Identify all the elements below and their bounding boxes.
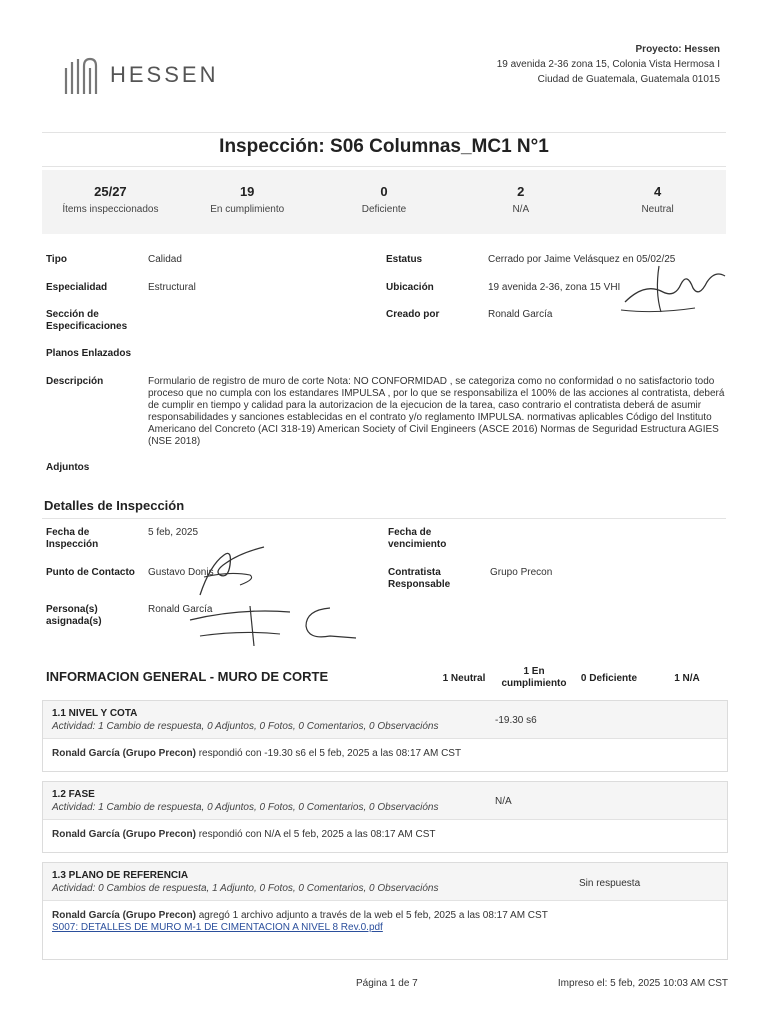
response-text: respondió con -19.30 s6 el 5 feb, 2025 a las 08:17 AM CST xyxy=(195,748,462,759)
summary-stats xyxy=(42,170,726,234)
page-number: Página 1 de 7 xyxy=(356,978,418,989)
responder-name: Ronald García (Grupo Precon) xyxy=(52,748,196,759)
item-activity: Actividad: 1 Cambio de respuesta, 0 Adjuntos, 0 Fotos, 0 Comentarios, 0 Observacións xyxy=(52,802,439,813)
item-title: 1.1 NIVEL Y COTA xyxy=(52,708,138,719)
estatus-value: Cerrado por Jaime Velásquez en 05/02/25 xyxy=(488,254,676,265)
signature-icon xyxy=(180,535,280,605)
label-line: 1 En xyxy=(523,666,545,677)
printed-date: Impreso el: 5 feb, 2025 10:03 AM CST xyxy=(557,978,728,989)
persona-label xyxy=(46,604,102,628)
signature-icon xyxy=(180,600,360,650)
label-line: Fecha de xyxy=(46,527,90,538)
item-answer: N/A xyxy=(495,796,512,807)
stat-na xyxy=(452,170,589,234)
fecha-inspeccion-label xyxy=(46,527,98,551)
stat-label: N/A xyxy=(512,204,530,215)
label-line: Persona(s) xyxy=(46,604,98,615)
stat-label: Deficiente xyxy=(361,204,407,215)
item-activity: Actividad: 1 Cambio de respuesta, 0 Adjuntos, 0 Fotos, 0 Comentarios, 0 Observacións xyxy=(52,721,439,732)
label-line: asignada(s) xyxy=(46,616,102,627)
stat-value: 25/27 xyxy=(94,184,127,199)
divider xyxy=(42,518,726,519)
adjuntos-label: Adjuntos xyxy=(46,462,90,473)
group-na-count: 1 N/A xyxy=(674,673,700,684)
item-answer: Sin respuesta xyxy=(579,878,641,889)
signature-icon xyxy=(615,262,735,322)
stat-value: 0 xyxy=(380,184,388,199)
label-line: Contratista xyxy=(388,567,441,578)
responder-name: Ronald García (Grupo Precon) xyxy=(52,910,196,921)
response-text: agregó 1 archivo adjunto a través de la web el 5 feb, 2025 a las 08:17 AM CST xyxy=(195,910,548,921)
label-line: Inspección xyxy=(46,539,99,550)
inspection-item xyxy=(42,862,728,960)
stat-value: 4 xyxy=(653,184,662,199)
contacto-value: Gustavo Donis xyxy=(148,567,214,578)
item-title: 1.2 FASE xyxy=(52,789,95,800)
especialidad-value: Estructural xyxy=(148,282,196,293)
item-activity: Actividad: 0 Cambios de respuesta, 1 Adjunto, 0 Fotos, 0 Comentarios, 0 Observacións xyxy=(52,883,439,894)
attachment-link[interactable]: S007: DETALLES DE MURO M-1 DE CIMENTACION A NIVEL 8 Rev.0.pdf xyxy=(52,922,383,933)
contratista-value: Grupo Precon xyxy=(490,567,553,578)
fecha-vencimiento-label xyxy=(388,527,446,551)
descripcion-value: Formulario de registro de muro de corte Nota: NO CONFORMIDAD , se categoriza como no conformidad o no satisfactorio todo proceso que no cumpla con los estandares IMPULSA , por lo que se responsabiliza el 100% de las acciones al contratista, deberá de cumplir en tiempo y calidad para la autorizacion de la ejecucion de la tarea, caso contrario el contratista deberá de asumir responsabilidades y sanciones establecidas en el contrato y/o reglamento IMPULSA. normativas aplicables Código del Instituto Americano del Concreto (ACI 318-19) American Society of Civil Engineers (ASCE 2016) Normas de Seguridad Estructura AGIES (NSE 2018) xyxy=(148,376,725,447)
divider xyxy=(42,166,726,167)
response-text: respondió con N/A el 5 feb, 2025 a las 08:17 AM CST xyxy=(195,829,436,840)
tipo-label: Tipo xyxy=(46,254,67,265)
group-neutral-count: 1 Neutral xyxy=(442,673,486,684)
group-compliant-count xyxy=(496,666,572,690)
ubicacion-label: Ubicación xyxy=(386,282,434,293)
item-response xyxy=(52,910,548,921)
seccion-label xyxy=(46,309,127,333)
creado-label: Creado por xyxy=(386,309,440,320)
tipo-value: Calidad xyxy=(148,254,182,265)
item-answer: -19.30 s6 xyxy=(495,715,537,726)
seccion-label-line: Sección de xyxy=(46,309,99,320)
estatus-label: Estatus xyxy=(386,254,423,265)
stat-deficient xyxy=(316,170,453,234)
stat-label: En cumplimiento xyxy=(210,204,285,215)
inspection-item xyxy=(42,700,728,772)
seccion-label-line: Especificaciones xyxy=(46,321,128,332)
planos-label: Planos Enlazados xyxy=(46,348,132,359)
descripcion-label: Descripción xyxy=(46,376,104,387)
company-name: HESSEN xyxy=(110,62,219,87)
group-deficient-count: 0 Deficiente xyxy=(580,673,638,684)
label-line: vencimiento xyxy=(388,539,447,550)
creado-value: Ronald García xyxy=(488,309,553,320)
stat-label: Ítems inspeccionados xyxy=(62,204,159,215)
label-line: cumplimiento xyxy=(501,678,567,689)
ubicacion-value: 19 avenida 2-36, zona 15 VHI xyxy=(488,282,621,293)
item-header xyxy=(43,701,727,739)
contratista-label xyxy=(388,567,450,591)
stat-value: 2 xyxy=(517,184,525,199)
stat-items-inspected xyxy=(42,170,179,234)
page-title: Inspección: S06 Columnas_MC1 N°1 xyxy=(219,136,549,157)
group-title: INFORMACION GENERAL - MURO DE CORTE xyxy=(46,669,329,684)
item-response xyxy=(52,829,436,840)
item-header xyxy=(43,863,727,901)
item-header xyxy=(43,782,727,820)
hessen-logo-icon xyxy=(60,56,104,96)
stat-value: 19 xyxy=(239,184,255,199)
address-line-1: 19 avenida 2-36 zona 15, Colonia Vista Hermosa I xyxy=(496,59,720,70)
responder-name: Ronald García (Grupo Precon) xyxy=(52,829,196,840)
item-response xyxy=(52,748,461,759)
label-line: Responsable xyxy=(388,579,451,590)
especialidad-label: Especialidad xyxy=(46,282,108,293)
section-title-details: Detalles de Inspección xyxy=(44,498,185,513)
inspection-item xyxy=(42,781,728,853)
stat-label: Neutral xyxy=(641,204,674,215)
stat-neutral xyxy=(589,170,726,234)
project-label: Proyecto: Hessen xyxy=(635,44,720,55)
item-title: 1.3 PLANO DE REFERENCIA xyxy=(52,870,189,881)
stat-compliant xyxy=(179,170,316,234)
fecha-inspeccion-value: 5 feb, 2025 xyxy=(148,527,199,538)
persona-value: Ronald García xyxy=(148,604,213,615)
address-line-2: Ciudad de Guatemala, Guatemala 01015 xyxy=(537,74,720,85)
contacto-label: Punto de Contacto xyxy=(46,567,135,578)
divider xyxy=(42,132,726,133)
project-header xyxy=(497,42,720,87)
label-line: Fecha de xyxy=(388,527,432,538)
